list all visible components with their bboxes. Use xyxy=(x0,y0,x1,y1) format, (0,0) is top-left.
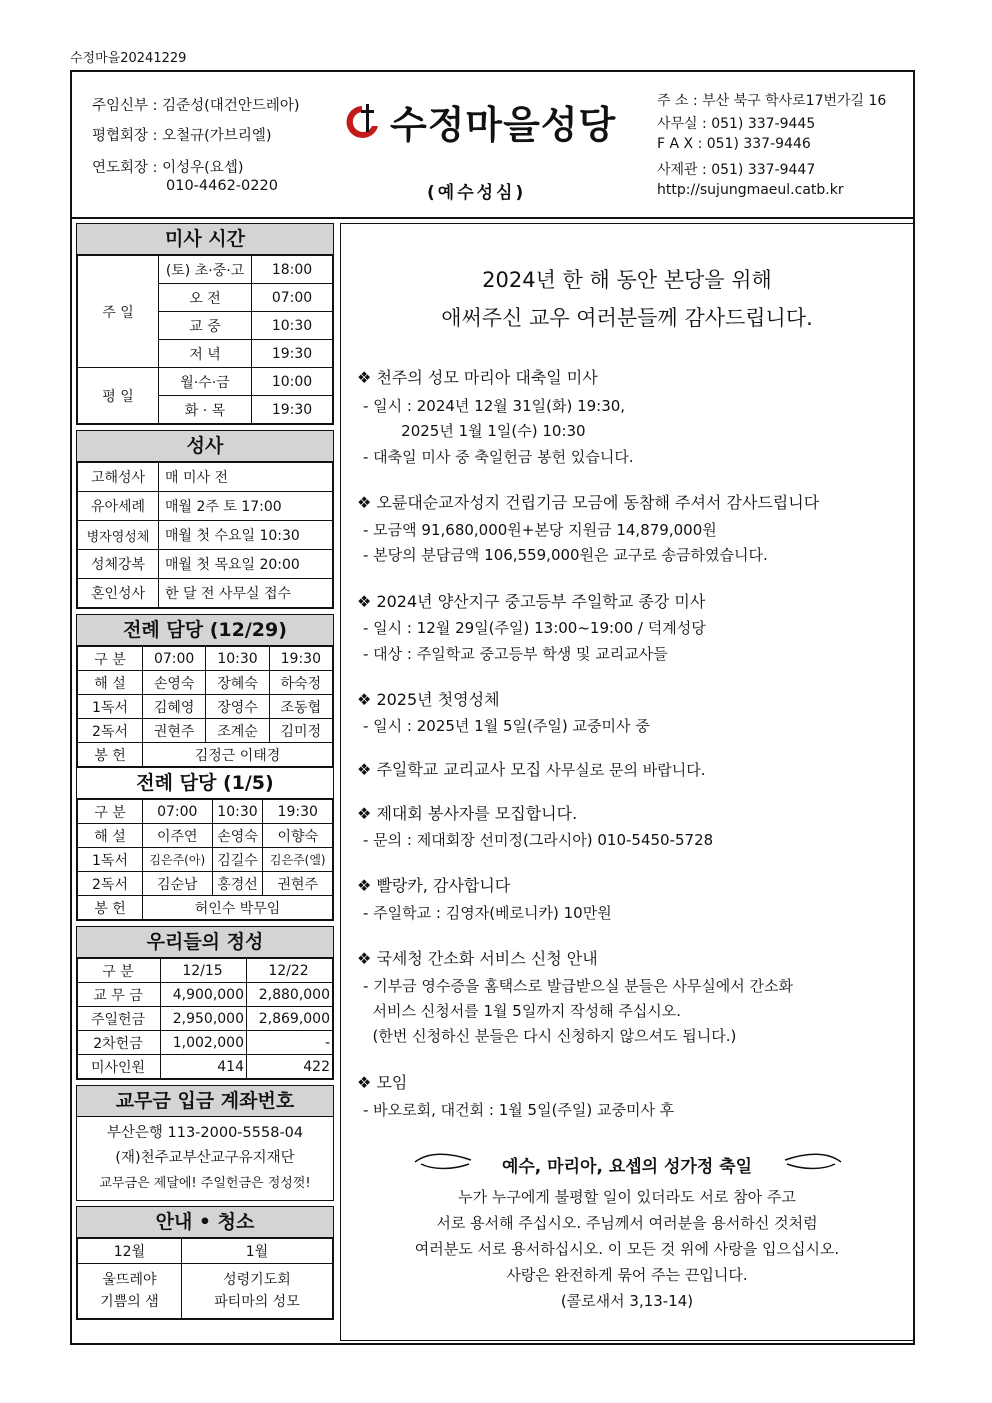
offerings-box xyxy=(76,926,334,1080)
group: 울뜨레야 xyxy=(102,1272,157,1288)
mass-time: 07:00 xyxy=(252,284,333,312)
role: 봉 헌 xyxy=(78,896,143,920)
account-holder: (재)천주교부산교구유지재단 xyxy=(115,1150,295,1166)
bullet-icon: ❖ xyxy=(357,876,372,895)
role: 2독서 xyxy=(78,872,143,896)
role: 해 설 xyxy=(78,671,143,695)
offering-amount: 414 xyxy=(161,1055,247,1079)
notice-title: ❖ 오륜대순교자성지 건립기금 모금에 동참해 주셔서 감사드립니다 xyxy=(357,493,820,512)
notice-title: ❖ 빨랑카, 감사합니다 xyxy=(357,876,511,895)
headline: 2024년 한 해 동안 본당을 위해 xyxy=(482,268,772,292)
mass-name: 월·수·금 xyxy=(159,368,252,396)
notice-line: (한번 신청하신 분들은 다시 신청하지 않으셔도 됩니다.) xyxy=(363,1027,737,1045)
notice-line: - 모금액 91,680,000원+본당 지원금 14,879,000원 xyxy=(363,521,717,539)
mass-time: 10:30 xyxy=(252,312,333,340)
left-column xyxy=(76,223,334,1325)
offering-amount: 2,880,000 xyxy=(247,983,333,1007)
person: 권현주 xyxy=(263,872,333,896)
mass-name: 저 녁 xyxy=(159,340,252,368)
sacrament-name: 유아세례 xyxy=(78,492,159,521)
notice-line: - 문의 : 제대회장 선미정(그라시아) 010-5450-5728 xyxy=(363,831,714,849)
sacrament-schedule: 한 달 전 사무실 접수 xyxy=(159,579,333,608)
mass-times-title: 미사 시간 xyxy=(77,224,333,255)
cleaning-groups xyxy=(181,1264,332,1319)
scripture-reference: (콜로새서 3,13-14) xyxy=(560,1292,694,1310)
offering-type: 미사인원 xyxy=(78,1055,161,1079)
mass-times-box xyxy=(76,223,334,425)
month: 12월 xyxy=(78,1239,182,1264)
group: 성령기도회 xyxy=(223,1272,291,1288)
role: 1독서 xyxy=(78,695,143,719)
mass-name: 교 중 xyxy=(159,312,252,340)
table-header: 구 분 xyxy=(78,800,143,824)
bullet-icon: ❖ xyxy=(357,760,372,779)
account-box xyxy=(76,1085,334,1201)
person: 이향숙 xyxy=(263,824,333,848)
liturgy-title: 전례 담당 (1/5) xyxy=(77,768,333,799)
person: 김은주(아) xyxy=(143,848,213,872)
account-title: 교무금 입금 계좌번호 xyxy=(77,1086,333,1117)
cleaning-groups xyxy=(78,1264,182,1319)
notice-line: - 일시 : 2024년 12월 31일(화) 19:30, xyxy=(363,397,626,415)
notice-tail: 사무실로 문의 바랍니다. xyxy=(546,761,706,779)
table-header: 19:30 xyxy=(263,800,333,824)
bullet-icon: ❖ xyxy=(357,368,372,387)
bullet-icon: ❖ xyxy=(357,804,372,823)
offerings-table xyxy=(77,958,333,1079)
person: 손영숙 xyxy=(143,671,206,695)
table-header: 구 분 xyxy=(78,959,161,983)
liturgy-box-1229 xyxy=(76,614,334,768)
table-header: 10:30 xyxy=(212,800,263,824)
offering-type: 주일헌금 xyxy=(78,1007,161,1031)
motto: (예수성심) xyxy=(427,183,527,203)
account-note: 교무금은 제달에! 주일헌금은 정성껏! xyxy=(99,1176,311,1191)
bulletin-frame xyxy=(70,70,915,1345)
mass-time: 19:30 xyxy=(252,340,333,368)
cleaning-title: 안내 • 청소 xyxy=(77,1207,333,1238)
notice-line: - 본당의 분담금액 106,559,000원은 교구로 송금하였습니다. xyxy=(363,546,768,564)
mass-time: 18:00 xyxy=(252,256,333,284)
liturgy-box-0105 xyxy=(76,768,334,921)
mass-name: (토) 초·중·고 xyxy=(159,256,252,284)
account-info xyxy=(77,1117,333,1200)
person: 김혜영 xyxy=(143,695,206,719)
table-header: 07:00 xyxy=(143,800,213,824)
offering-amount: 2,869,000 xyxy=(247,1007,333,1031)
notice-line: - 기부금 영수증을 홈택스로 발급받으실 분들은 사무실에서 간소화 xyxy=(363,977,794,995)
offering-type: 2차헌금 xyxy=(78,1031,161,1055)
notice-title: ❖ 2024년 양산지구 중고등부 주일학교 종강 미사 xyxy=(357,592,706,611)
table-header: 12/15 xyxy=(161,959,247,983)
liturgy-table xyxy=(77,646,333,767)
parish-name: 수정마을성당 xyxy=(390,103,617,147)
offering-amount: 2,950,000 xyxy=(161,1007,247,1031)
ornament-right-icon xyxy=(783,1150,843,1172)
offering-amount: 4,900,000 xyxy=(161,983,247,1007)
scripture-line: 여러분도 서로 용서하십시오. 이 모든 것 위에 사랑을 입으십시오. xyxy=(414,1240,840,1258)
sacrament-name: 병자영성체 xyxy=(78,521,159,550)
scripture-line: 사랑은 완전하게 묶어 주는 끈입니다. xyxy=(506,1266,748,1284)
mass-name: 오 전 xyxy=(159,284,252,312)
table-header: 10:30 xyxy=(206,647,269,671)
bullet-icon: ❖ xyxy=(357,690,372,709)
bullet-icon: ❖ xyxy=(357,493,372,512)
sacrament-name: 성체강복 xyxy=(78,550,159,579)
notice-line: 서비스 신청서를 1월 5일까지 작성해 주십시오. xyxy=(363,1002,682,1020)
person: 조계순 xyxy=(206,719,269,743)
mass-time: 19:30 xyxy=(252,396,333,424)
role: 1독서 xyxy=(78,848,143,872)
offertory-people: 김정근 이태경 xyxy=(143,743,333,767)
pastor: 주임신부 : 김준성(대건안드레아) xyxy=(92,98,300,114)
person: 조동협 xyxy=(269,695,332,719)
offertory-people: 허인수 박무임 xyxy=(143,896,333,920)
feast-title: 예수, 마리아, 요셉의 성가정 축일 xyxy=(501,1157,753,1177)
sacrament-schedule: 매월 첫 수요일 10:30 xyxy=(159,521,333,550)
group: 파티마의 성모 xyxy=(214,1294,300,1310)
liturgy-title: 전례 담당 (12/29) xyxy=(77,615,333,646)
sacraments-title: 성사 xyxy=(77,431,333,462)
cleaning-box xyxy=(76,1206,334,1320)
month: 1월 xyxy=(181,1239,332,1264)
bullet-icon: ❖ xyxy=(357,1073,372,1092)
scripture-line: 서로 용서해 주십시오. 주님께서 여러분을 용서하신 것처럼 xyxy=(436,1214,818,1232)
sacrament-name: 고해성사 xyxy=(78,463,159,492)
website-link[interactable]: http://sujungmaeul.catb.kr xyxy=(657,182,844,198)
person: 장영수 xyxy=(206,695,269,719)
notice-title: ❖ 국세청 간소화 서비스 신청 안내 xyxy=(357,949,598,968)
notice-title: ❖ 제대회 봉사자를 모집합니다. xyxy=(357,804,578,823)
notice-title: ❖ 천주의 성모 마리아 대축일 미사 xyxy=(357,368,598,387)
sunday-label: 주 일 xyxy=(78,256,159,368)
address: 주 소 : 부산 북구 학사로17번가길 16 xyxy=(657,93,887,109)
council-president: 평협회장 : 오철규(가브리엘) xyxy=(92,128,272,144)
headline: 애써주신 교우 여러분들께 감사드립니다. xyxy=(441,306,813,330)
mass-time: 10:00 xyxy=(252,368,333,396)
notice-line: 2025년 1월 1일(수) 10:30 xyxy=(363,422,586,440)
youth-president: 연도회장 : 이성우(요셉) xyxy=(92,160,244,176)
person: 권현주 xyxy=(143,719,206,743)
offering-amount: 1,002,000 xyxy=(161,1031,247,1055)
cleaning-table xyxy=(77,1238,333,1319)
person: 이주연 xyxy=(143,824,213,848)
table-header: 07:00 xyxy=(143,647,206,671)
offering-amount: 422 xyxy=(247,1055,333,1079)
bulletin-code: 수정마을20241229 xyxy=(70,51,187,66)
person: 김은주(엘) xyxy=(263,848,333,872)
sacraments-table xyxy=(77,462,333,608)
table-header: 12/22 xyxy=(247,959,333,983)
notice-line: - 일시 : 2025년 1월 5일(주일) 교중미사 중 xyxy=(363,717,650,735)
parish-logo-icon xyxy=(344,100,384,140)
role: 봉 헌 xyxy=(78,743,143,767)
role: 2독서 xyxy=(78,719,143,743)
office-phone: 사무실 : 051) 337-9445 xyxy=(657,116,816,132)
person: 홍경선 xyxy=(212,872,263,896)
bullet-icon: ❖ xyxy=(357,949,372,968)
notice-line: - 대상 : 주일학교 중고등부 학생 및 교리교사들 xyxy=(363,645,668,663)
fax: F A X : 051) 337-9446 xyxy=(657,136,811,152)
person: 김순남 xyxy=(143,872,213,896)
header xyxy=(72,72,913,219)
sacraments-box xyxy=(76,430,334,609)
notice-title: ❖ 모임 xyxy=(357,1073,408,1092)
notice-line: - 주일학교 : 김영자(베로니카) 10만원 xyxy=(363,904,612,922)
sacrament-schedule: 매월 2주 토 17:00 xyxy=(159,492,333,521)
weekday-label: 평 일 xyxy=(78,368,159,424)
offerings-title: 우리들의 정성 xyxy=(77,927,333,958)
bullet-icon: ❖ xyxy=(357,592,372,611)
role: 해 설 xyxy=(78,824,143,848)
person: 김미정 xyxy=(269,719,332,743)
table-header: 구 분 xyxy=(78,647,143,671)
sacrament-name: 혼인성사 xyxy=(78,579,159,608)
group: 기쁨의 샘 xyxy=(100,1294,159,1310)
person: 김길수 xyxy=(212,848,263,872)
mass-name: 화 · 목 xyxy=(159,396,252,424)
notice-line: - 바오로회, 대건회 : 1월 5일(주일) 교중미사 후 xyxy=(363,1101,675,1119)
sacrament-schedule: 매 미사 전 xyxy=(159,463,333,492)
liturgy-table xyxy=(77,799,333,920)
youth-phone: 010-4462-0220 xyxy=(166,178,278,194)
notice-line: - 일시 : 12월 29일(주일) 13:00~19:00 / 덕계성당 xyxy=(363,619,706,637)
offering-amount: - xyxy=(247,1031,333,1055)
notice-title: ❖ 2025년 첫영성체 xyxy=(357,690,500,709)
table-header: 19:30 xyxy=(269,647,332,671)
notices-panel xyxy=(340,223,914,1341)
person: 손영숙 xyxy=(212,824,263,848)
scripture-line: 누가 누구에게 불평할 일이 있더라도 서로 참아 주고 xyxy=(458,1188,796,1206)
sacrament-schedule: 매월 첫 목요일 20:00 xyxy=(159,550,333,579)
bank-account: 부산은행 113-2000-5558-04 xyxy=(106,1125,304,1141)
person: 장혜숙 xyxy=(206,671,269,695)
person: 하숙정 xyxy=(269,671,332,695)
mass-times-table xyxy=(77,255,333,424)
offering-type: 교 무 금 xyxy=(78,983,161,1007)
notice-line: - 대축일 미사 중 축일헌금 봉헌 있습니다. xyxy=(363,448,634,466)
rectory-phone: 사제관 : 051) 337-9447 xyxy=(657,162,816,178)
notice-title: ❖ 주일학교 교리교사 모집 사무실로 문의 바랍니다. xyxy=(357,760,706,779)
